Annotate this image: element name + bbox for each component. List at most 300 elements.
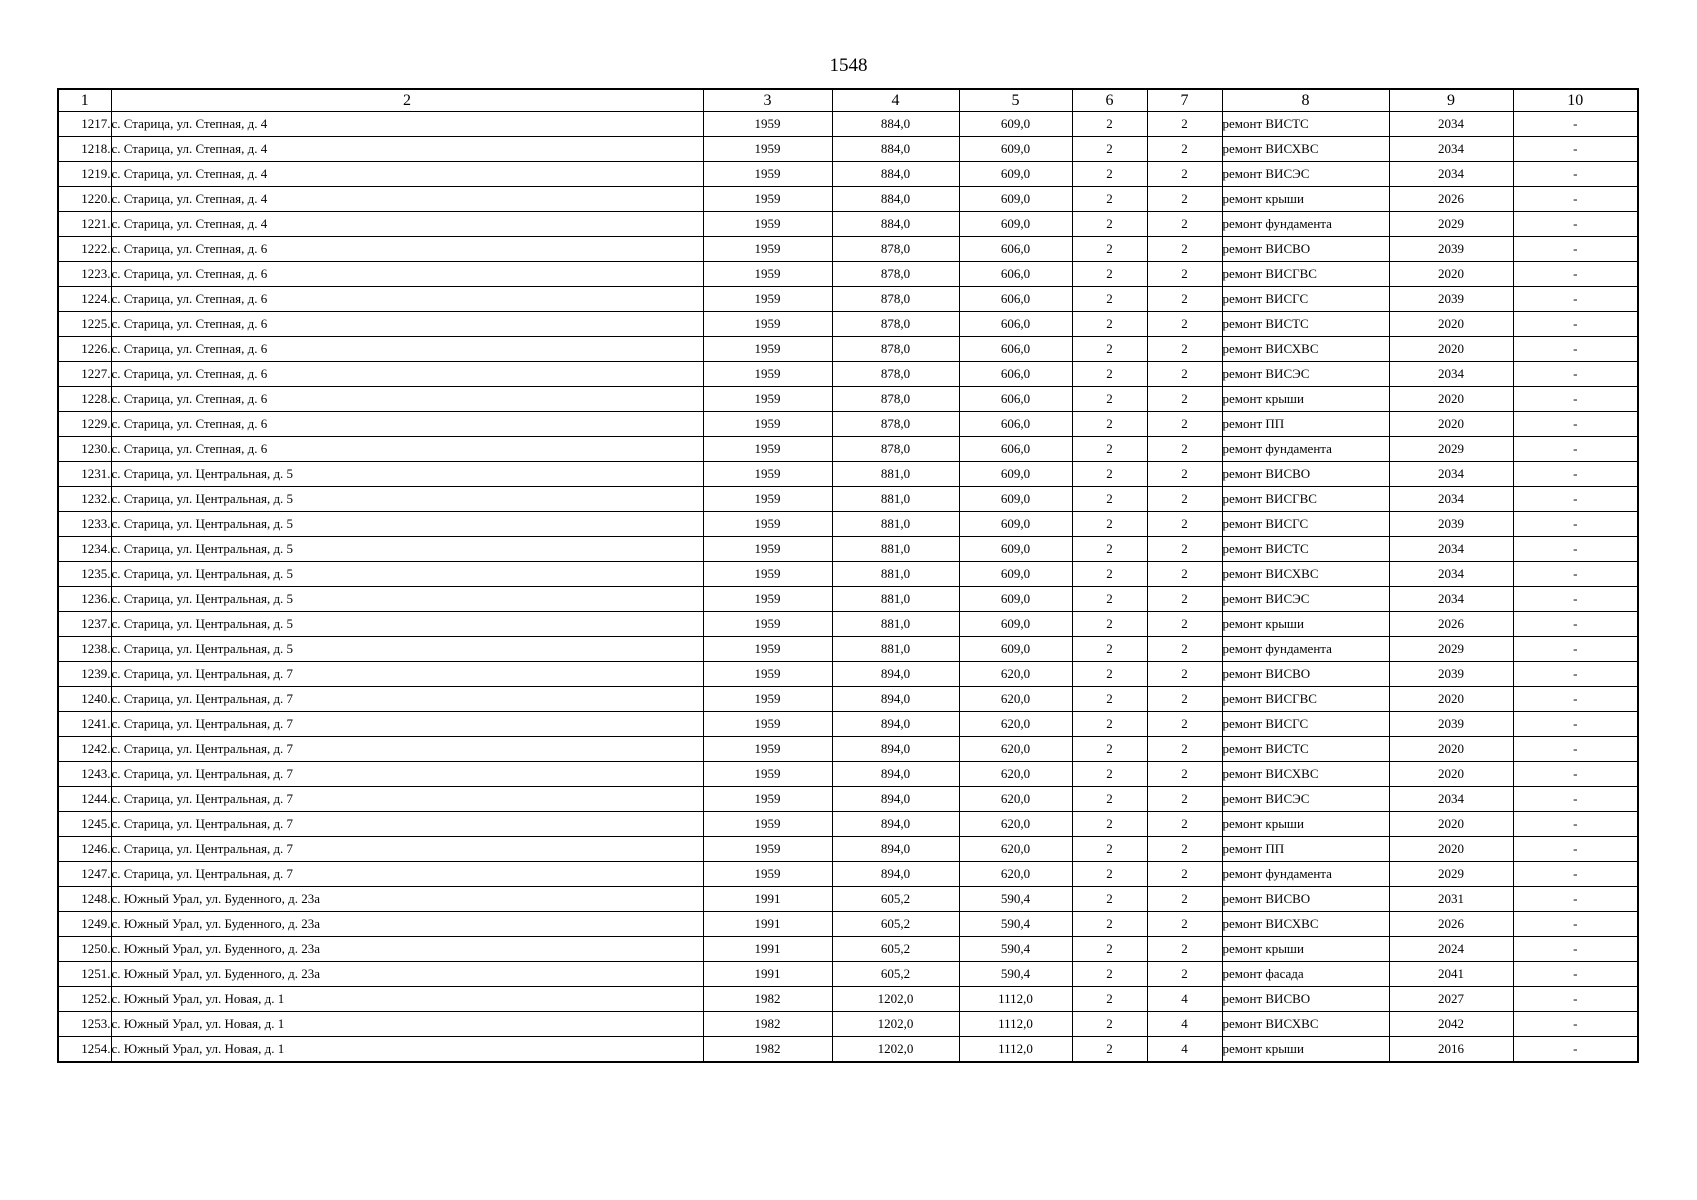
- cell-address: с. Старица, ул. Степная, д. 4: [111, 112, 703, 137]
- cell-work-type: ремонт ВИСГС: [1222, 712, 1389, 737]
- cell-total-area: 884,0: [832, 137, 959, 162]
- table-row: [58, 112, 1638, 137]
- cell-number: 1221.: [58, 212, 111, 237]
- cell-living-area: 590,4: [959, 937, 1072, 962]
- table-row: [58, 562, 1638, 587]
- cell-total-area: 878,0: [832, 437, 959, 462]
- table-row: [58, 1012, 1638, 1037]
- table-row: [58, 287, 1638, 312]
- cell-living-area: 609,0: [959, 487, 1072, 512]
- cell-living-area: 609,0: [959, 512, 1072, 537]
- cell-living-area: 609,0: [959, 612, 1072, 637]
- cell-work-type: ремонт ВИСВО: [1222, 662, 1389, 687]
- cell-number: 1230.: [58, 437, 111, 462]
- cell-planned-year: 2034: [1389, 487, 1513, 512]
- cell-floors: 2: [1072, 387, 1147, 412]
- column-header: 8: [1222, 89, 1389, 112]
- cell-year: 1959: [703, 687, 832, 712]
- cell-number: 1248.: [58, 887, 111, 912]
- cell-work-type: ремонт фасада: [1222, 962, 1389, 987]
- cell-number: 1233.: [58, 512, 111, 537]
- cell-planned-year: 2039: [1389, 712, 1513, 737]
- cell-address: с. Южный Урал, ул. Новая, д. 1: [111, 1037, 703, 1063]
- cell-year: 1959: [703, 162, 832, 187]
- cell-year: 1959: [703, 787, 832, 812]
- cell-floors: 2: [1072, 437, 1147, 462]
- table-row: [58, 812, 1638, 837]
- cell-total-area: 878,0: [832, 237, 959, 262]
- cell-note: -: [1513, 162, 1638, 187]
- cell-living-area: 620,0: [959, 737, 1072, 762]
- cell-year: 1991: [703, 887, 832, 912]
- cell-address: с. Старица, ул. Степная, д. 6: [111, 237, 703, 262]
- cell-planned-year: 2020: [1389, 262, 1513, 287]
- cell-living-area: 620,0: [959, 837, 1072, 862]
- cell-number: 1223.: [58, 262, 111, 287]
- cell-number: 1219.: [58, 162, 111, 187]
- cell-year: 1959: [703, 712, 832, 737]
- cell-floors: 2: [1072, 912, 1147, 937]
- cell-note: -: [1513, 362, 1638, 387]
- cell-work-type: ремонт фундамента: [1222, 862, 1389, 887]
- cell-total-area: 881,0: [832, 462, 959, 487]
- cell-note: -: [1513, 937, 1638, 962]
- cell-note: -: [1513, 1012, 1638, 1037]
- cell-note: -: [1513, 512, 1638, 537]
- cell-living-area: 609,0: [959, 187, 1072, 212]
- cell-number: 1227.: [58, 362, 111, 387]
- cell-number: 1222.: [58, 237, 111, 262]
- table-row: [58, 187, 1638, 212]
- cell-year: 1982: [703, 987, 832, 1012]
- page-number: 1548: [829, 55, 868, 76]
- cell-work-type: ремонт ВИСВО: [1222, 462, 1389, 487]
- cell-work-type: ремонт ВИСВО: [1222, 987, 1389, 1012]
- cell-entrances: 2: [1147, 762, 1222, 787]
- cell-total-area: 878,0: [832, 362, 959, 387]
- column-header: 7: [1147, 89, 1222, 112]
- cell-work-type: ремонт ВИСВО: [1222, 237, 1389, 262]
- table-row: [58, 587, 1638, 612]
- cell-total-area: 881,0: [832, 562, 959, 587]
- cell-address: с. Старица, ул. Центральная, д. 5: [111, 462, 703, 487]
- cell-living-area: 620,0: [959, 662, 1072, 687]
- cell-work-type: ремонт фундамента: [1222, 437, 1389, 462]
- cell-total-area: 881,0: [832, 537, 959, 562]
- table-row: [58, 262, 1638, 287]
- table-row: [58, 637, 1638, 662]
- cell-note: -: [1513, 837, 1638, 862]
- cell-work-type: ремонт ВИСГВС: [1222, 687, 1389, 712]
- cell-note: -: [1513, 962, 1638, 987]
- cell-address: с. Старица, ул. Центральная, д. 5: [111, 512, 703, 537]
- cell-total-area: 884,0: [832, 112, 959, 137]
- cell-work-type: ремонт ВИСХВС: [1222, 137, 1389, 162]
- cell-address: с. Южный Урал, ул. Новая, д. 1: [111, 987, 703, 1012]
- cell-note: -: [1513, 987, 1638, 1012]
- table-row: [58, 837, 1638, 862]
- cell-total-area: 878,0: [832, 337, 959, 362]
- cell-planned-year: 2039: [1389, 287, 1513, 312]
- cell-entrances: 2: [1147, 437, 1222, 462]
- cell-address: с. Старица, ул. Степная, д. 6: [111, 387, 703, 412]
- cell-planned-year: 2034: [1389, 462, 1513, 487]
- table-row: [58, 737, 1638, 762]
- cell-number: 1243.: [58, 762, 111, 787]
- cell-note: -: [1513, 637, 1638, 662]
- cell-work-type: ремонт ВИСГВС: [1222, 262, 1389, 287]
- table-row: [58, 412, 1638, 437]
- cell-total-area: 894,0: [832, 737, 959, 762]
- cell-number: 1251.: [58, 962, 111, 987]
- cell-floors: 2: [1072, 612, 1147, 637]
- column-header: 4: [832, 89, 959, 112]
- cell-floors: 2: [1072, 112, 1147, 137]
- cell-planned-year: 2029: [1389, 437, 1513, 462]
- cell-number: 1236.: [58, 587, 111, 612]
- cell-total-area: 878,0: [832, 287, 959, 312]
- cell-floors: 2: [1072, 987, 1147, 1012]
- cell-entrances: 2: [1147, 512, 1222, 537]
- cell-year: 1982: [703, 1012, 832, 1037]
- cell-total-area: 1202,0: [832, 1012, 959, 1037]
- cell-number: 1225.: [58, 312, 111, 337]
- cell-planned-year: 2020: [1389, 687, 1513, 712]
- cell-year: 1959: [703, 262, 832, 287]
- cell-living-area: 1112,0: [959, 1037, 1072, 1063]
- table-row: [58, 212, 1638, 237]
- table-row: [58, 887, 1638, 912]
- cell-planned-year: 2029: [1389, 637, 1513, 662]
- cell-planned-year: 2026: [1389, 612, 1513, 637]
- cell-planned-year: 2042: [1389, 1012, 1513, 1037]
- cell-living-area: 620,0: [959, 687, 1072, 712]
- cell-number: 1245.: [58, 812, 111, 837]
- cell-living-area: 609,0: [959, 462, 1072, 487]
- cell-year: 1959: [703, 362, 832, 387]
- table-row: [58, 137, 1638, 162]
- cell-total-area: 894,0: [832, 712, 959, 737]
- cell-entrances: 2: [1147, 912, 1222, 937]
- cell-work-type: ремонт ВИСВО: [1222, 887, 1389, 912]
- table-row: [58, 337, 1638, 362]
- cell-planned-year: 2041: [1389, 962, 1513, 987]
- cell-floors: 2: [1072, 962, 1147, 987]
- cell-address: с. Старица, ул. Центральная, д. 7: [111, 762, 703, 787]
- cell-number: 1247.: [58, 862, 111, 887]
- cell-planned-year: 2034: [1389, 562, 1513, 587]
- cell-entrances: 2: [1147, 612, 1222, 637]
- table-row: [58, 612, 1638, 637]
- cell-number: 1226.: [58, 337, 111, 362]
- cell-total-area: 881,0: [832, 637, 959, 662]
- cell-planned-year: 2016: [1389, 1037, 1513, 1063]
- cell-entrances: 2: [1147, 962, 1222, 987]
- cell-number: 1249.: [58, 912, 111, 937]
- cell-note: -: [1513, 437, 1638, 462]
- cell-total-area: 605,2: [832, 887, 959, 912]
- cell-year: 1959: [703, 562, 832, 587]
- cell-work-type: ремонт крыши: [1222, 937, 1389, 962]
- cell-work-type: ремонт ВИСГВС: [1222, 487, 1389, 512]
- table-row: [58, 387, 1638, 412]
- cell-note: -: [1513, 387, 1638, 412]
- cell-year: 1959: [703, 387, 832, 412]
- cell-address: с. Старица, ул. Центральная, д. 7: [111, 837, 703, 862]
- cell-floors: 2: [1072, 487, 1147, 512]
- cell-year: 1959: [703, 412, 832, 437]
- cell-living-area: 606,0: [959, 312, 1072, 337]
- cell-total-area: 878,0: [832, 412, 959, 437]
- cell-address: с. Старица, ул. Центральная, д. 5: [111, 487, 703, 512]
- cell-number: 1220.: [58, 187, 111, 212]
- cell-address: с. Южный Урал, ул. Буденного, д. 23а: [111, 937, 703, 962]
- cell-address: с. Старица, ул. Центральная, д. 7: [111, 787, 703, 812]
- table-row: [58, 237, 1638, 262]
- cell-number: 1235.: [58, 562, 111, 587]
- column-header: 1: [58, 89, 111, 112]
- cell-entrances: 4: [1147, 987, 1222, 1012]
- cell-planned-year: 2031: [1389, 887, 1513, 912]
- cell-planned-year: 2034: [1389, 112, 1513, 137]
- cell-number: 1246.: [58, 837, 111, 862]
- cell-number: 1240.: [58, 687, 111, 712]
- cell-number: 1232.: [58, 487, 111, 512]
- cell-living-area: 609,0: [959, 162, 1072, 187]
- cell-work-type: ремонт фундамента: [1222, 637, 1389, 662]
- column-header: 3: [703, 89, 832, 112]
- cell-work-type: ремонт ВИСХВС: [1222, 1012, 1389, 1037]
- cell-floors: 2: [1072, 287, 1147, 312]
- cell-floors: 2: [1072, 412, 1147, 437]
- cell-note: -: [1513, 487, 1638, 512]
- cell-living-area: 606,0: [959, 437, 1072, 462]
- cell-address: с. Старица, ул. Степная, д. 6: [111, 337, 703, 362]
- cell-living-area: 606,0: [959, 387, 1072, 412]
- cell-entrances: 2: [1147, 812, 1222, 837]
- table-row: [58, 362, 1638, 387]
- cell-address: с. Старица, ул. Степная, д. 4: [111, 212, 703, 237]
- cell-work-type: ремонт ВИСХВС: [1222, 762, 1389, 787]
- cell-living-area: 609,0: [959, 212, 1072, 237]
- cell-year: 1959: [703, 462, 832, 487]
- cell-work-type: ремонт ВИСГС: [1222, 287, 1389, 312]
- table-row: [58, 437, 1638, 462]
- cell-number: 1218.: [58, 137, 111, 162]
- cell-total-area: 881,0: [832, 587, 959, 612]
- cell-work-type: ремонт ВИСХВС: [1222, 562, 1389, 587]
- cell-work-type: ремонт ВИСЭС: [1222, 162, 1389, 187]
- cell-floors: 2: [1072, 537, 1147, 562]
- cell-work-type: ремонт ВИСГС: [1222, 512, 1389, 537]
- cell-note: -: [1513, 287, 1638, 312]
- cell-planned-year: 2020: [1389, 737, 1513, 762]
- column-header: 2: [111, 89, 703, 112]
- cell-entrances: 2: [1147, 537, 1222, 562]
- cell-floors: 2: [1072, 237, 1147, 262]
- cell-number: 1252.: [58, 987, 111, 1012]
- table-row: [58, 987, 1638, 1012]
- cell-entrances: 2: [1147, 112, 1222, 137]
- cell-work-type: ремонт ПП: [1222, 412, 1389, 437]
- cell-year: 1959: [703, 637, 832, 662]
- cell-number: 1228.: [58, 387, 111, 412]
- cell-floors: 2: [1072, 712, 1147, 737]
- cell-living-area: 1112,0: [959, 1012, 1072, 1037]
- cell-number: 1229.: [58, 412, 111, 437]
- cell-address: с. Старица, ул. Центральная, д. 7: [111, 812, 703, 837]
- cell-living-area: 1112,0: [959, 987, 1072, 1012]
- cell-entrances: 2: [1147, 787, 1222, 812]
- cell-note: -: [1513, 662, 1638, 687]
- cell-entrances: 2: [1147, 487, 1222, 512]
- cell-floors: 2: [1072, 862, 1147, 887]
- cell-note: -: [1513, 1037, 1638, 1063]
- cell-living-area: 590,4: [959, 887, 1072, 912]
- cell-entrances: 2: [1147, 937, 1222, 962]
- table-row: [58, 862, 1638, 887]
- cell-living-area: 606,0: [959, 337, 1072, 362]
- cell-address: с. Старица, ул. Центральная, д. 7: [111, 862, 703, 887]
- table-body: [58, 112, 1638, 1063]
- cell-note: -: [1513, 612, 1638, 637]
- cell-planned-year: 2034: [1389, 137, 1513, 162]
- cell-address: с. Старица, ул. Центральная, д. 7: [111, 662, 703, 687]
- cell-entrances: 2: [1147, 587, 1222, 612]
- column-header: 9: [1389, 89, 1513, 112]
- cell-note: -: [1513, 862, 1638, 887]
- cell-year: 1959: [703, 662, 832, 687]
- cell-number: 1250.: [58, 937, 111, 962]
- cell-address: с. Старица, ул. Степная, д. 6: [111, 312, 703, 337]
- cell-floors: 2: [1072, 762, 1147, 787]
- cell-living-area: 609,0: [959, 587, 1072, 612]
- cell-year: 1959: [703, 337, 832, 362]
- cell-total-area: 878,0: [832, 262, 959, 287]
- cell-note: -: [1513, 337, 1638, 362]
- cell-living-area: 620,0: [959, 812, 1072, 837]
- column-header: 10: [1513, 89, 1638, 112]
- cell-number: 1237.: [58, 612, 111, 637]
- cell-address: с. Старица, ул. Центральная, д. 5: [111, 612, 703, 637]
- cell-address: с. Старица, ул. Центральная, д. 7: [111, 687, 703, 712]
- cell-address: с. Старица, ул. Центральная, д. 5: [111, 637, 703, 662]
- table-row: [58, 662, 1638, 687]
- table-row: [58, 912, 1638, 937]
- cell-note: -: [1513, 687, 1638, 712]
- cell-living-area: 620,0: [959, 712, 1072, 737]
- cell-work-type: ремонт ВИСХВС: [1222, 337, 1389, 362]
- cell-address: с. Старица, ул. Центральная, д. 5: [111, 537, 703, 562]
- cell-address: с. Старица, ул. Степная, д. 6: [111, 437, 703, 462]
- cell-work-type: ремонт крыши: [1222, 387, 1389, 412]
- cell-planned-year: 2034: [1389, 587, 1513, 612]
- cell-entrances: 2: [1147, 562, 1222, 587]
- table-row: [58, 687, 1638, 712]
- cell-planned-year: 2020: [1389, 337, 1513, 362]
- cell-year: 1982: [703, 1037, 832, 1063]
- cell-entrances: 2: [1147, 212, 1222, 237]
- cell-entrances: 2: [1147, 237, 1222, 262]
- cell-number: 1217.: [58, 112, 111, 137]
- table-row: [58, 762, 1638, 787]
- cell-number: 1242.: [58, 737, 111, 762]
- cell-year: 1959: [703, 112, 832, 137]
- cell-address: с. Старица, ул. Степная, д. 4: [111, 137, 703, 162]
- cell-floors: 2: [1072, 1037, 1147, 1063]
- cell-floors: 2: [1072, 462, 1147, 487]
- cell-planned-year: 2034: [1389, 787, 1513, 812]
- cell-living-area: 609,0: [959, 537, 1072, 562]
- cell-entrances: 2: [1147, 862, 1222, 887]
- cell-note: -: [1513, 312, 1638, 337]
- cell-living-area: 609,0: [959, 637, 1072, 662]
- cell-year: 1959: [703, 537, 832, 562]
- cell-work-type: ремонт крыши: [1222, 187, 1389, 212]
- cell-floors: 2: [1072, 837, 1147, 862]
- cell-number: 1244.: [58, 787, 111, 812]
- cell-number: 1231.: [58, 462, 111, 487]
- cell-year: 1959: [703, 737, 832, 762]
- cell-note: -: [1513, 262, 1638, 287]
- cell-planned-year: 2029: [1389, 862, 1513, 887]
- cell-address: с. Южный Урал, ул. Буденного, д. 23а: [111, 887, 703, 912]
- cell-work-type: ремонт ВИСХВС: [1222, 912, 1389, 937]
- cell-total-area: 878,0: [832, 312, 959, 337]
- cell-living-area: 590,4: [959, 962, 1072, 987]
- cell-total-area: 605,2: [832, 912, 959, 937]
- cell-total-area: 894,0: [832, 812, 959, 837]
- cell-note: -: [1513, 712, 1638, 737]
- cell-living-area: 620,0: [959, 762, 1072, 787]
- cell-work-type: ремонт ВИСЭС: [1222, 787, 1389, 812]
- cell-number: 1238.: [58, 637, 111, 662]
- cell-note: -: [1513, 587, 1638, 612]
- cell-year: 1959: [703, 137, 832, 162]
- cell-living-area: 606,0: [959, 362, 1072, 387]
- cell-total-area: 878,0: [832, 387, 959, 412]
- table-row: [58, 937, 1638, 962]
- cell-total-area: 894,0: [832, 862, 959, 887]
- cell-address: с. Старица, ул. Центральная, д. 5: [111, 562, 703, 587]
- cell-year: 1959: [703, 837, 832, 862]
- cell-year: 1959: [703, 212, 832, 237]
- cell-work-type: ремонт ПП: [1222, 837, 1389, 862]
- cell-entrances: 2: [1147, 137, 1222, 162]
- cell-planned-year: 2034: [1389, 162, 1513, 187]
- cell-entrances: 2: [1147, 462, 1222, 487]
- cell-living-area: 606,0: [959, 262, 1072, 287]
- cell-total-area: 884,0: [832, 187, 959, 212]
- cell-total-area: 605,2: [832, 937, 959, 962]
- cell-floors: 2: [1072, 887, 1147, 912]
- cell-total-area: 894,0: [832, 837, 959, 862]
- cell-planned-year: 2020: [1389, 837, 1513, 862]
- cell-floors: 2: [1072, 737, 1147, 762]
- cell-floors: 2: [1072, 812, 1147, 837]
- cell-work-type: ремонт ВИСТС: [1222, 737, 1389, 762]
- cell-work-type: ремонт ВИСТС: [1222, 112, 1389, 137]
- cell-year: 1959: [703, 812, 832, 837]
- cell-planned-year: 2020: [1389, 412, 1513, 437]
- cell-planned-year: 2029: [1389, 212, 1513, 237]
- cell-entrances: 2: [1147, 387, 1222, 412]
- cell-address: с. Старица, ул. Центральная, д. 5: [111, 587, 703, 612]
- cell-floors: 2: [1072, 637, 1147, 662]
- cell-note: -: [1513, 112, 1638, 137]
- cell-entrances: 2: [1147, 712, 1222, 737]
- cell-year: 1959: [703, 512, 832, 537]
